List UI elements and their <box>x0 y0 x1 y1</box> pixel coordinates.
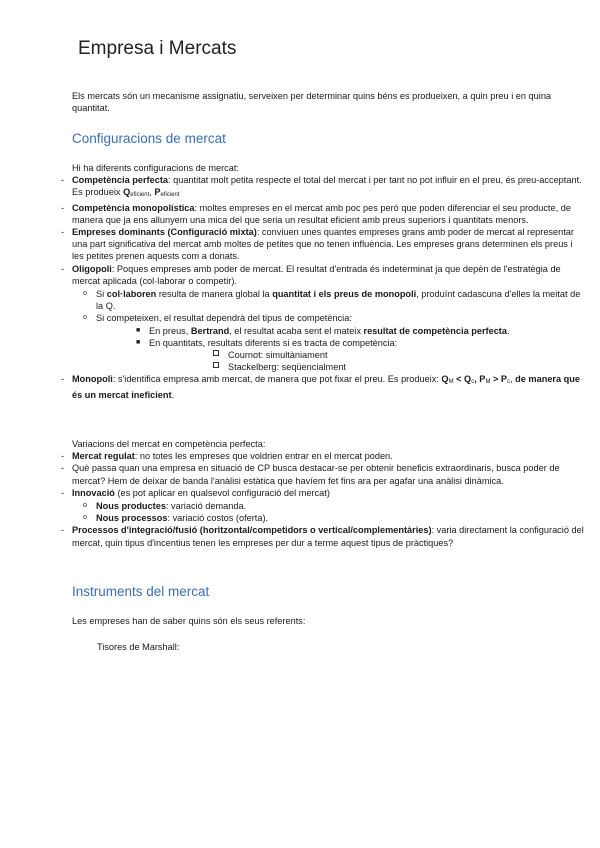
term-perfect-competition: Competència perfecta <box>72 175 168 186</box>
quantities-sublist <box>149 349 584 373</box>
dash-bullet: - <box>61 374 65 385</box>
formula-comma: , <box>149 187 155 198</box>
term-regulated: Mercat regulat <box>72 451 135 462</box>
p-symbol: P <box>154 187 161 198</box>
list-item-quantities <box>71 337 584 374</box>
circle-bullet: o <box>83 314 87 322</box>
heading-instruments: Instruments del mercat <box>72 584 210 599</box>
collab-post: , produïnt cadascuna d'elles la meitat de la Q. <box>96 289 581 312</box>
bertrand-post: . <box>506 325 510 336</box>
formula-sub-4: c <box>507 379 511 386</box>
list-item-integration <box>47 524 584 548</box>
variations-list <box>61 450 584 549</box>
list-item-compete <box>47 312 584 373</box>
circle-bullet: o <box>83 502 87 510</box>
formula-gt: > P <box>490 374 508 385</box>
regulated-text: : no totes les empreses que voldrien entrar en el mercat poden. <box>134 451 393 462</box>
dash-bullet: - <box>61 451 65 462</box>
list-item-collaborate <box>47 288 584 312</box>
formula-lt: < Q <box>453 374 472 385</box>
monopoly-text: : s'identifica empresa amb mercat, de manera que pot fixar el preu. Es produeix: <box>112 374 442 385</box>
list-item-cp-question <box>47 462 584 486</box>
collab-pre: Si <box>96 289 107 300</box>
checkbox-bullet-icon <box>213 362 219 368</box>
monopoly-tail-pre: , <box>510 374 516 385</box>
list-item-oligopoly <box>47 263 584 374</box>
q-symbol: Q <box>123 187 131 198</box>
circle-bullet: o <box>83 514 87 522</box>
term-dominant: Empreses dominants (Configuració mixta) <box>72 227 257 238</box>
oligopoly-text: : Poques empreses amb poder de mercat. El resultat d'entrada és indeterminat ja que depèn de l'estratègia de mercat aplicada (col·laborar o competir). <box>72 263 561 286</box>
innovation-text: (es pot aplicar en qualsevol configuració del mercat) <box>114 487 330 498</box>
monopolistic-text: : moltes empreses en el mercat amb poc pes però que poden diferenciar el seu producte, de manera que ja ens allunyem una mica del que seria un resultat eficient amb preus superiors i quantitats menors. <box>72 202 571 225</box>
stackelberg-text: Stackelberg: seqüencialment <box>228 362 346 373</box>
heading-configuracions: Configuracions de mercat <box>72 131 226 146</box>
p-subscript: eficient <box>160 192 180 199</box>
bertrand-mid: , el resultat acaba sent el mateix <box>229 325 364 336</box>
instruments-lead: Les empreses han de saber quins són els seus referents: <box>72 616 306 626</box>
list-item-cournot <box>124 349 584 361</box>
formula-sub-2: c <box>471 379 475 386</box>
term-innovation: Innovació <box>72 487 115 498</box>
list-item-dominant <box>47 226 584 263</box>
cournot-text: Cournot: simultàniament <box>228 350 328 361</box>
dash-bullet: - <box>61 175 65 186</box>
new-processes-text: : variació costos (oferta). <box>167 513 269 524</box>
marshall-label: Tisores de Marshall: <box>97 642 180 652</box>
term-monopoly-result: quantitat i els preus de monopoli <box>272 289 417 300</box>
circle-bullet: o <box>83 290 87 298</box>
formula-p: , P <box>474 374 486 385</box>
term-monopoly: Monopoli <box>72 374 113 385</box>
dash-bullet: - <box>61 202 65 213</box>
checkbox-bullet-icon <box>213 350 219 356</box>
term-oligopoly: Oligopoli <box>72 263 112 274</box>
formula-sub-1: M <box>448 379 454 386</box>
quantities-text: En quantitats, resultats diferents si es tracta de competència: <box>149 337 398 348</box>
dash-bullet: - <box>61 487 65 498</box>
square-bullet: ■ <box>136 326 141 334</box>
list-item-regulated <box>47 450 584 462</box>
integration-text: : varia directament la configuració del mercat, quin tipus d'incentius tenen les empreses per dur a terme aquest tipus de pràctiques? <box>72 525 584 548</box>
configurations-lead: Hi ha diferents configuracions de mercat: <box>72 163 239 173</box>
cp-question-text: Què passa quan una empresa en situació de CP busca destacar-se per obtenir beneficis extraordinaris, busca poder de mercat? Hem de deixar de banda l'anàlisi estàtica que havíem fet fins ara per agafar una anàlisi dinàmica. <box>72 463 560 486</box>
square-bullet: ■ <box>136 338 141 346</box>
variations-lead: Variacions del mercat en competència perfecta: <box>72 439 266 449</box>
dash-bullet: - <box>61 263 65 274</box>
perfect-competition-text: : quantitat molt petita respecte el total del mercat i per tant no pot influir en el preu, és preu-acceptant. Es produeix <box>72 175 582 198</box>
dominant-text: : conviuen unes quantes empreses grans amb poder de mercat al representar una part significativa del mercat amb moltes de petites que no tenen influència. Les empreses grans determinen els preus i les petites prenen aquests com a donats. <box>72 227 574 262</box>
collab-mid: resulta de manera global la <box>156 289 273 300</box>
configurations-list <box>61 174 584 401</box>
compete-sublist <box>96 325 584 374</box>
list-item-new-processes <box>47 512 584 524</box>
term-integration: Processos d'integració/fusió (horitzontal/competidors o vertical/complementàries) <box>72 525 432 536</box>
term-collaborate: col·laboren <box>106 289 157 300</box>
term-monopolistic: Competència monopolística <box>72 202 195 213</box>
term-inefficient: de manera que és un mercat ineficient <box>72 374 581 400</box>
formula-sub-3: M <box>485 379 491 386</box>
term-bertrand: Bertrand <box>190 325 230 336</box>
formula-q: Q <box>441 374 449 385</box>
oligopoly-sublist <box>72 288 584 373</box>
dash-bullet: - <box>61 463 65 474</box>
list-item-stackelberg <box>124 361 584 373</box>
page-title: Empresa i Mercats <box>78 38 237 59</box>
list-item-perfect-competition <box>47 174 584 201</box>
dash-bullet: - <box>61 525 65 536</box>
list-item-monopoly <box>47 373 584 400</box>
term-new-processes: Nous processos <box>96 513 168 524</box>
compete-text: Si competeixen, el resultat dependrà del tipus de competència: <box>96 313 352 324</box>
term-perfect-result: resultat de competència perfecta <box>363 325 507 336</box>
monopoly-tail-post: . <box>171 389 175 400</box>
term-new-products: Nous productes <box>96 501 166 512</box>
list-item-new-products <box>47 500 584 512</box>
bertrand-pre: En preus, <box>149 325 191 336</box>
dash-bullet: - <box>61 227 65 238</box>
new-products-text: : variació demanda. <box>165 501 247 512</box>
list-item-bertrand <box>71 325 584 337</box>
variations-block <box>61 438 584 549</box>
configurations-block <box>61 162 584 401</box>
intro-paragraph: Els mercats són un mecanisme assignatiu, serveixen per determinar quins béns es produeixen, a quin preu i en quina quantitat. <box>72 91 552 114</box>
q-subscript: eficient <box>130 192 150 199</box>
innovation-sublist <box>72 500 584 524</box>
list-item-innovation <box>47 487 584 525</box>
list-item-monopolistic <box>47 202 584 226</box>
